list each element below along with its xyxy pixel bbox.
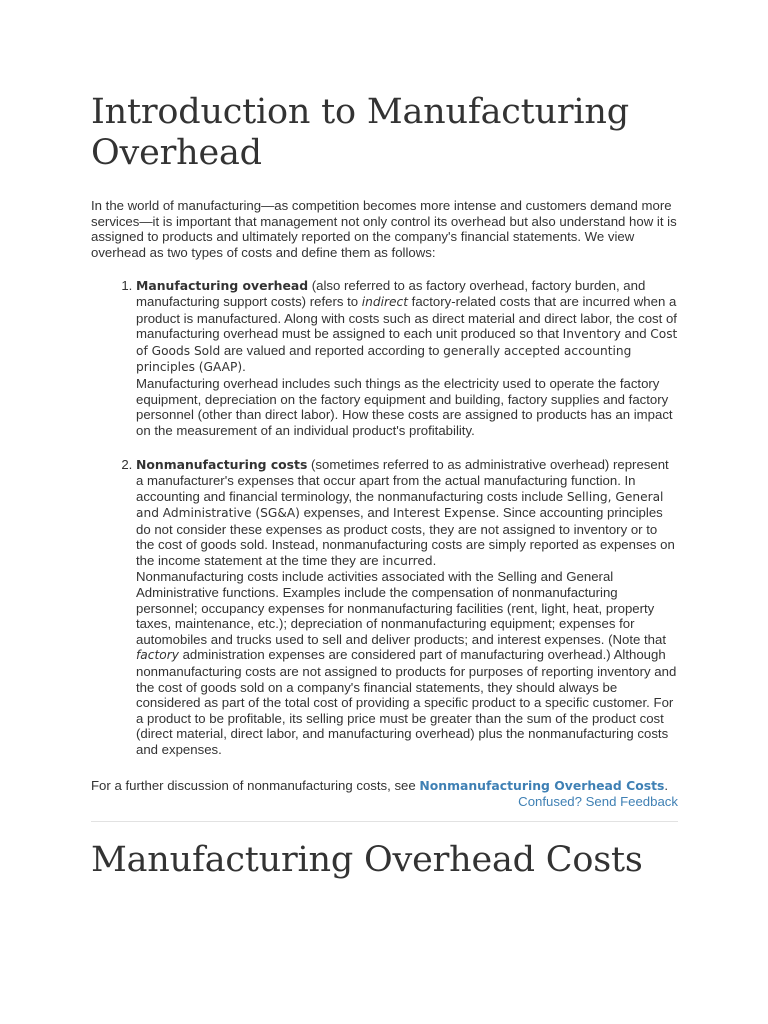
item1-emphasis: indirect — [361, 294, 408, 309]
further-prefix: For a further discussion of nonmanufacturing costs, see — [91, 777, 420, 793]
keyword-incurred: incurred — [382, 553, 433, 568]
page-title: Introduction to Manufacturing Overhead — [91, 92, 629, 173]
keyword-interest-expense: Interest Expense — [393, 506, 496, 521]
item2-emphasis: factory — [136, 648, 179, 663]
list-item-nonmanufacturing-costs — [136, 457, 678, 757]
nonmanufacturing-overhead-costs-link[interactable]: Nonmanufacturing Overhead Costs — [419, 777, 665, 793]
term-manufacturing-overhead: Manufacturing overhead — [136, 278, 309, 294]
intro-paragraph: In the world of manufacturing—as competition becomes more intense and customers demand more services—it is important that management not only control its overhead but also understand how it is assigned to products and ultimately reported on the company's financial statements. We view overhead as two types of costs and define them as follows: — [91, 198, 677, 260]
item1-text-1: (also referred to as factory overhead, factory burden, and manufacturing support costs) refers to — [136, 278, 646, 309]
list-item-manufacturing-overhead — [136, 278, 678, 438]
item2-text-2: expenses, and — [299, 505, 394, 521]
item2-text-1: (sometimes referred to as administrative overhead) represent a manufacturer's expenses that occur apart from the actual manufacturing function. In accounting and financial terminology, the nonmanufacturing costs include — [136, 457, 669, 504]
keyword-sga: Selling, General and Administrative (SG&A) — [136, 489, 664, 521]
further-suffix: . — [664, 777, 669, 793]
item2-paragraph-2b: administration expenses are considered part of manufacturing overhead.) Although nonmanufacturing costs are not assigned to products for purposes of reporting inventory and the cost of goods sold on a company's financial statements, they should always be considered as part of the total cost of providing a specific product to a specific customer. For a product to be profitable, its selling price must be greater than the sum of the product cost (direct material, direct labor, and manufacturing overhead) plus the nonmanufacturing costs and expenses. — [136, 647, 677, 757]
definitions-list — [91, 278, 678, 757]
section-divider — [91, 821, 678, 822]
item1-text-4: are valued and reported according to — [220, 342, 444, 358]
item1-text-2: factory-related costs that are incurred when a product is manufactured. Along with costs such as direct material and direct labor, the cost of manufacturing overhead must be assigned to each unit produced so that — [136, 293, 677, 342]
item2-text-3: . Since accounting principles do not consider these expenses as product costs, they are not assigned to inventory or to the cost of goods sold. Instead, nonmanufacturing costs are simply reported as expenses on the income statement at the time they are — [136, 505, 675, 568]
item1-text-5: . — [242, 359, 246, 375]
item1-paragraph-2: Manufacturing overhead includes such things as the electricity used to operate the factory equipment, depreciation on the factory equipment and building, factory supplies and factory personnel (other than direct labor). How these costs are assigned to products has an impact on the measurement of an individual product's profitability. — [136, 375, 673, 438]
send-feedback-link[interactable]: Confused? Send Feedback — [518, 794, 678, 810]
article — [91, 92, 678, 881]
keyword-gaap: generally accepted accounting principles (GAAP) — [136, 343, 632, 375]
item1-text-3: and — [620, 326, 651, 342]
item2-text-4: . — [432, 552, 437, 568]
item2-paragraph-2a: Nonmanufacturing costs include activities associated with the Selling and General Administrative functions. Examples include the compensation of nonmanufacturing personnel; occupancy expenses for nonmanufacturing facilities (rent, light, heat, property taxes, maintenance, etc.); depreciation of nonmanufacturing equipment; expenses for automobiles and trucks used to sell and deliver products; and interest expenses. (Note that — [136, 569, 666, 647]
feedback-row — [91, 794, 678, 810]
further-discussion — [91, 778, 678, 794]
term-nonmanufacturing-costs: Nonmanufacturing costs — [136, 457, 308, 473]
section-title: Manufacturing Overhead Costs — [91, 839, 643, 880]
keyword-cost-of-goods-sold: Cost of Goods Sold — [136, 327, 678, 358]
keyword-inventory: Inventory — [562, 327, 621, 342]
